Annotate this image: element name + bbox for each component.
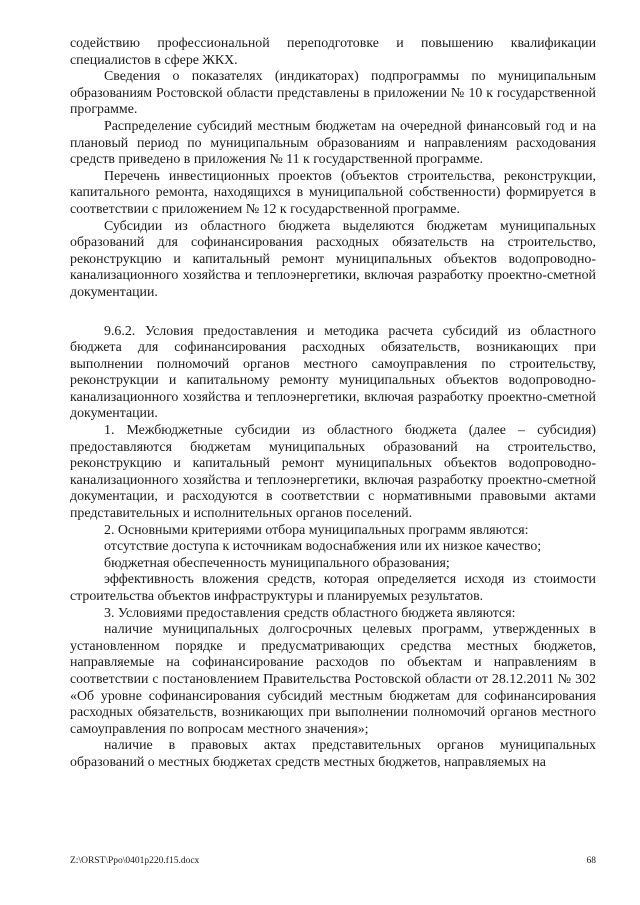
condition-legal-acts: наличие в правовых актах представительных органов муниципальных образований о местных бюджетах средств местных бюджетов, направляемых на [70,738,596,770]
paragraph-subsidies-allocation: Субсидии из областного бюджета выделяются бюджетам муниципальных образований для софинансирования расходных обязательств на строительство, реконструкцию и капитальный ремонт муниципальных объектов водопроводно-канализационного хозяйства и теплоэнергетики, включая разработку проектно-сметной документации. [70,218,596,300]
paragraph-investment-projects: Перечень инвестиционных проектов (объектов строительства, реконструкции, капитального ремонта, находящихся в муниципальной собственности) формируется в соответствии с приложением № 12 к государственной программе. [70,168,596,217]
criterion-water-access: отсутствие доступа к источникам водоснабжения или их низкое качество; [104,539,542,555]
paragraph-indicators: Сведения о показателях (индикаторах) подпрограммы по муниципальным образованиям Ростовской области представлены в приложении № 10 к государственной программе. [70,69,596,118]
paragraph-subsidy-distribution: Распределение субсидий местным бюджетам на очередной финансовый год и на плановый период по муниципальным образованиям и направлениям расходования средств приведено в приложения № 11 к государственной программе. [70,118,596,168]
section-heading-9-6-2: 9.6.2. Условия предоставления и методика расчета субсидий из областного бюджета для софинансирования расходных обязательств, возникающих при выполнении полномочий органов местного самоуправления по строительству, реконструкции и капитальному ремонту муниципальных объектов водопроводно-канализационного хозяйства и теплоэнергетики, включая разработку проектно-сметной документации. [70,323,596,422]
paragraph-item-2: 2. Основными критериями отбора муниципальных программ являются: [104,522,529,538]
criterion-efficiency: эффективность вложения средств, которая определяется исходя из стоимости строительства объектов инфраструктуры и планируемых результатов. [70,572,596,604]
page-footer [70,855,596,867]
condition-municipal-programs: наличие муниципальных долгосрочных целевых программ, утвержденных в установленном порядке и предусматривающих средства местных бюджетов, направляемые на софинансирование расходов по объектам и направлениям в соответствии с постановлением Правительства Ростовской области от 28.12.2011 № 302 «Об уровне софинансирования субсидий местным бюджетам для софинансирования расходных обязательств, возникающих при выполнении полномочий органов местного самоуправления по вопросам местного значения»; [70,622,596,737]
criterion-budget-provision: бюджетная обеспеченность муниципального образования; [104,555,450,571]
page-number: 68 [586,856,596,866]
paragraph-continuation: содействию профессиональной переподготовке и повышению квалификации специалистов в сфере ЖКХ. [70,36,596,68]
paragraph-item-1: 1. Межбюджетные субсидии из областного бюджета (далее – субсидия) предоставляются бюджетам муниципальных образований на строительство, реконструкцию и капитальный ремонт муниципальных объектов водопроводно-канализационного хозяйства и теплоэнергетики, включая разработку проектно-сметной документации, и расходуются в соответствии с нормативными правовыми актами представительных и исполнительных органов поселений. [70,423,596,522]
file-path: Z:\ORST\Ppo\0401p220.f15.docx [70,856,200,866]
paragraph-item-3: 3. Условиями предоставления средств областного бюджета являются: [104,605,516,621]
section-spacer [70,302,596,324]
document-page [70,36,596,772]
